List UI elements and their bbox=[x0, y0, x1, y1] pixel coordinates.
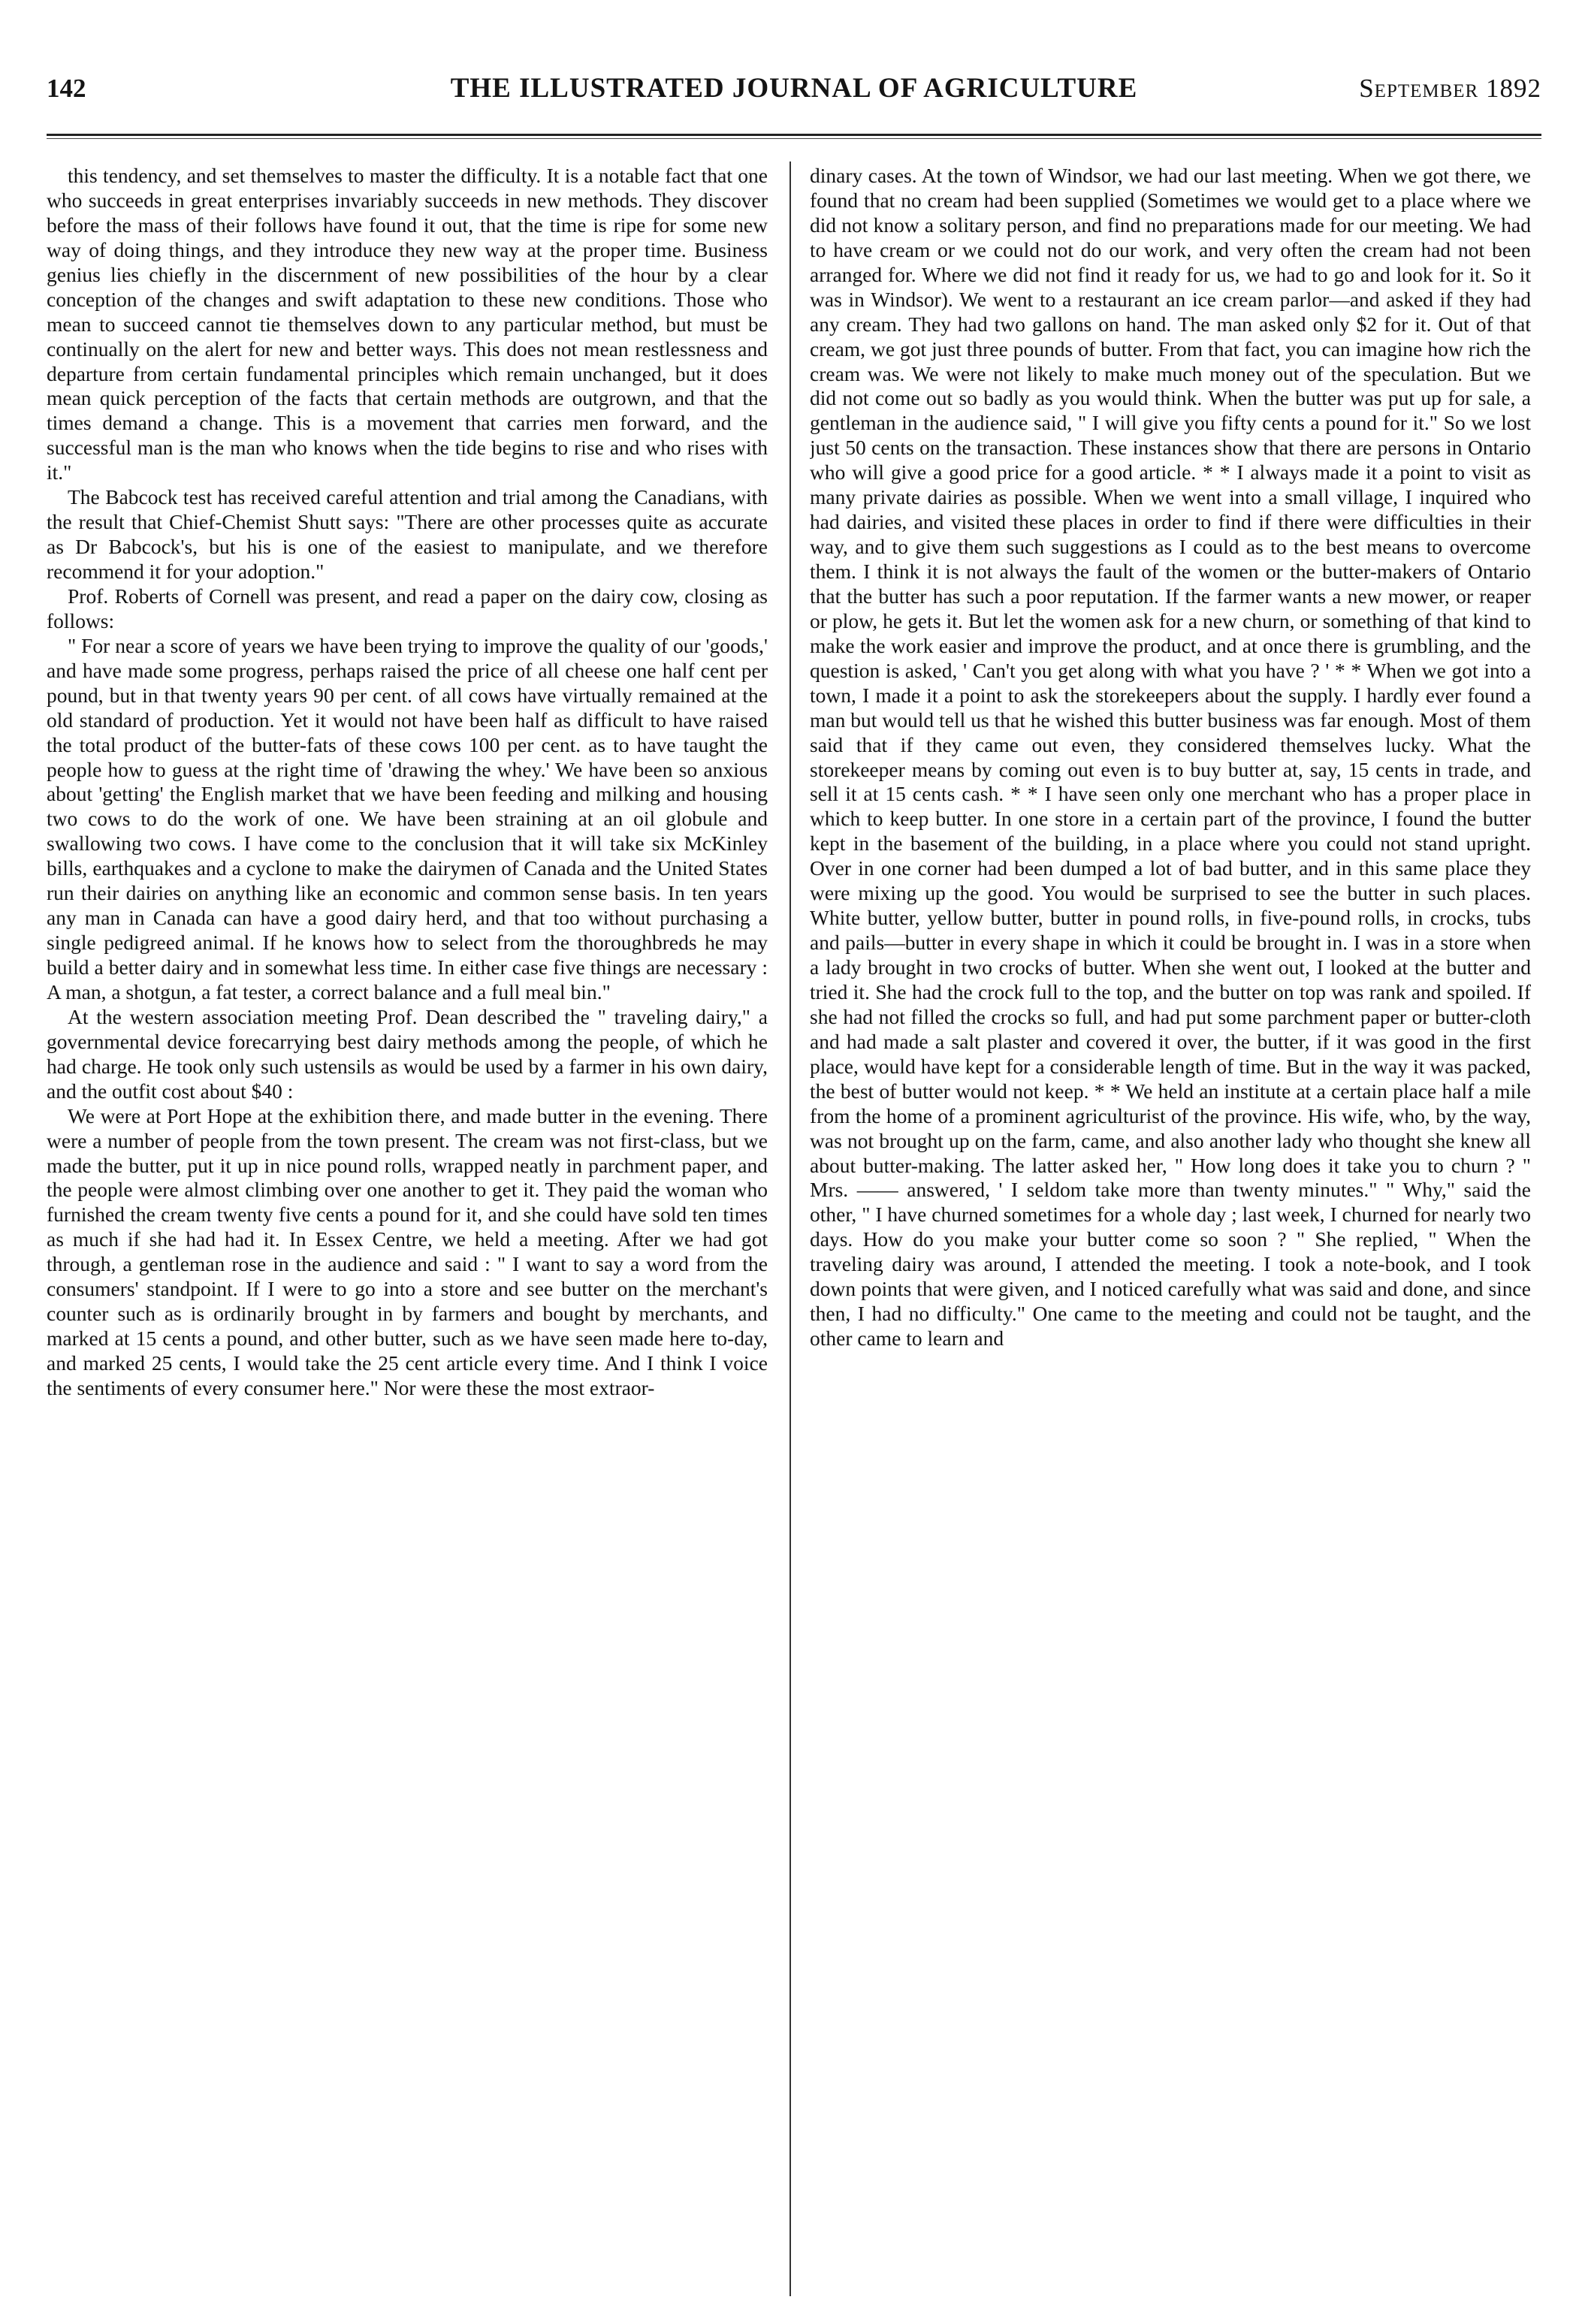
header-rule-thin bbox=[47, 138, 1541, 139]
journal-title: THE ILLUSTRATED JOURNAL OF AGRICULTURE bbox=[450, 73, 1138, 104]
paragraph: Prof. Roberts of Cornell was present, and read a paper on the dairy cow, closing as follows: bbox=[47, 584, 768, 632]
page-number: 142 bbox=[47, 74, 86, 103]
paragraph: At the western association meeting Prof. Dean described the " traveling dairy," a governmental device forecarrying best dairy methods among the people, of which he had charge. He took only such ustensils as would be used by a farmer in his own dairy, and the outfit cost about $40 : bbox=[47, 1004, 768, 1103]
paragraph: We were at Port Hope at the exhibition there, and made butter in the evening. There were a number of people from the town present. The cream was not first-class, but we made the butter, put it up in nice pound rolls, wrapped neatly in parchment paper, and the people were almost climbing over one another to get it. They paid the woman who furnished the cream twenty five cents a pound for it, and she could have sold ten times as much if she had had it. In Essex Centre, we held a meeting. After we had got through, a gentleman rose in the audience and said : " I want to say a word from the consumers' standpoint. If I were to go into a store and see butter on the merchant's counter such as is ordinarily brought in by farmers and bought by merchants, and marked at 15 cents a pound, and other butter, such as we have seen made here to-day, and marked 25 cents, I would take the 25 cent article every time. And I think I voice the sentiments of every consumer here." Nor were these the most extraor- bbox=[47, 1103, 768, 1399]
left-column bbox=[47, 164, 768, 2294]
paragraph: dinary cases. At the town of Windsor, we had our last meeting. When we got there, we found that no cream had been supplied (Sometimes we would get to a place where we did not know a solitary person, and find no preparations made for our meeting. We had to have cream or we could not do our work, and very often the cream had not been arranged for. Where we did not find it ready for us, we had to go and look for it. So it was in Windsor). We went to a restaurant an ice cream parlor—and asked if they had any cream. They had two gallons on hand. The man asked only $2 for it. Out of that cream, we got just three pounds of butter. From that fact, you can imagine how rich the cream was. We were not likely to make much money out of the speculation. But we did not come out so badly as you would think. When the butter was put up for sale, a gentleman in the audience said, " I will give you fifty cents a pound for it." So we lost just 50 cents on the transaction. These instances show that there are persons in Ontario who will give a good price for a good article. * * I always made it a point to visit as many private dairies as possible. When we went into a small village, I inquired who had dairies, and visited these places in order to find if there were difficulties in their way, and to give them such suggestions as I could as to the best means to overcome them. I think it is not always the fault of the women or the butter-makers of Ontario that the butter has such a poor reputation. If the farmer wants a new mower, or reaper or plow, he gets it. But let the women ask for a new churn, or something of that kind to make the work easier and improve the product, and at once there is grumbling, and the question is asked, ' Can't you get along with what you have ? ' * * When we got into a town, I made it a point to ask the storekeepers about the supply. I hardly ever found a man but would tell us that he wished this butter business was far enough. Most of them said that if they came out even, they considered themselves lucky. What the storekeeper means by coming out even is to buy butter at, say, 15 cents in trade, and sell it at 15 cents cash. * * I have seen only one merchant who has a proper place in which to keep butter. In one store in a certain part of the province, I found the butter kept in the basement of the building, in a place where you could not stand upright. Over in one corner had been dumped a lot of bad butter, and in this same place they were mixing up the good. You would be surprised to see the butter in such places. White butter, yellow butter, butter in pound rolls, in five-pound rolls, in crocks, tubs and pails—butter in every shape in which it could be brought in. I was in a store when a lady brought in two crocks of butter. When she went out, I looked at the butter and tried it. She had the crock full to the top, and the butter on top was rank and spoiled. If she had not filled the crocks so full, and had put some parchment paper or butter-cloth and had made a salt plaster and covered it over, the butter, if it was good in the first place, would have kept for a considerable length of time. But in the way it was packed, the best of butter would not keep. * * We held an institute at a certain place half a mile from the home of a prominent agriculturist of the province. His wife, who, by the way, was not brought up on the farm, came, and also another lady who thought she knew all about butter-making. The latter asked her, " How long does it take you to churn ? " Mrs. —— answered, ' I seldom take more than twenty minutes." " Why," said the other, " I have churned sometimes for a whole day ; last week, I churned for nearly two days. How do you make your butter come so soon ? " She replied, " When the traveling dairy was around, I attended the meeting. I took a note-book, and I took down points that were given, and I noticed carefully what was said and done, and since then, I had no difficulty." One came to the meeting and could not be taught, and the other came to learn and bbox=[810, 164, 1531, 1351]
paragraph: The Babcock test has received careful attention and trial among the Canadians, with the result that Chief-Chemist Shutt says: "There are other processes quite as accurate as Dr Babcock's, but his is one of the easiest to manipulate, and we therefore recommend it for your adoption." bbox=[47, 485, 768, 583]
paragraph: " For near a score of years we have been trying to improve the quality of our 'goods,' and have made some progress, perhaps raised the price of all cheese one half cent per pound, but in that twenty years 90 per cent. of all cows have virtually remained at the old standard of production. Yet it would not have been half as difficult to have raised the total product of the butter-fats of these cows 100 per cent. as to have taught the people how to guess at the right time of 'drawing the whey.' We have been so anxious about 'getting' the English market that we have been feeding and milking and housing two cows to do the work of one. We have been straining at an oil globule and swallowing two cows. I have come to the conclusion that it will take six McKinley bills, earthquakes and a cyclone to make the dairymen of Canada and the United States run their dairies on anything like an economic and common sense basis. In ten years any man in Canada can have a good dairy herd, and that too without purchasing a single pedigreed animal. If he knows how to select from the thoroughbreds he may build a better dairy and in somewhat less time. In either case five things are necessary : A man, a shotgun, a fat tester, a correct balance and a full meal bin." bbox=[47, 633, 768, 1004]
paragraph: this tendency, and set themselves to master the difficulty. It is a notable fact that one who succeeds in great enterprises invariably succeeds in new methods. They discover before the mass of their follows have found it out, that the time is ripe for some new way of doing things, and they introduce they new way at the proper time. Business genius lies chiefly in the discernment of new possibilities of the hour by a clear conception of the changes and swift adaptation to these new conditions. Those who mean to succeed cannot tie themselves down to any particular method, but must be continually on the alert for new and better ways. This does not mean restlessness and departure from certain fundamental principles which remain unchanged, but it does mean quick perception of the facts that certain methods are outgrown, and that the times demand a change. This is a movement that carries men forward, and the successful man is the man who knows when the tide begins to rise and who rises with it." bbox=[47, 164, 768, 484]
column-divider bbox=[790, 161, 791, 2296]
page-header bbox=[47, 66, 1541, 111]
right-column bbox=[810, 164, 1531, 2294]
issue-date: September 1892 bbox=[1359, 74, 1541, 103]
header-rule bbox=[47, 134, 1541, 136]
